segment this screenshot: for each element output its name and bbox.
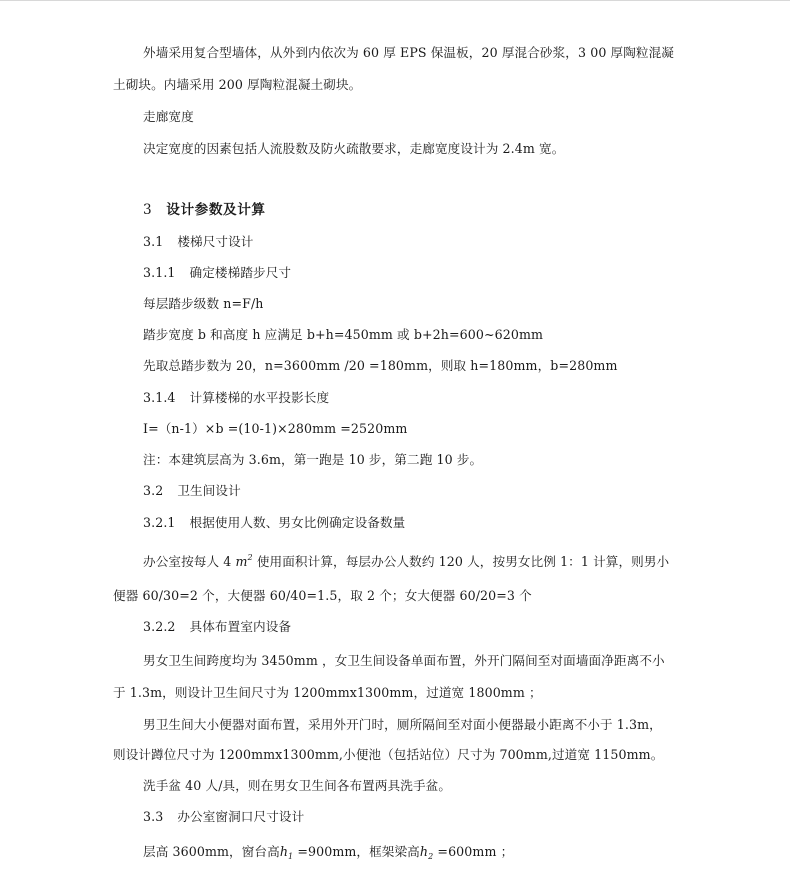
section-3-3-title: 办公室窗洞口尺寸设计 [177, 809, 305, 824]
section-3-2-2-number: 3.2.2 [143, 619, 176, 634]
section-3-heading [143, 201, 266, 219]
section-3-1-4-number: 3.1.4 [143, 390, 176, 405]
window-dimension-line [143, 843, 513, 863]
projection-note: 注：本建筑层高为 3.6m，第一跑是 10 步，第二跑 10 步。 [143, 452, 483, 467]
count-prefix: 办公室按每人 4 [143, 554, 232, 569]
beam-height-variable: h [419, 844, 429, 859]
section-3-2-2-heading [143, 618, 291, 636]
layout-paragraph-line3: 男卫生间大小便器对面布置，采用外开门时，厕所隔间至对面小便器最小距离不小于 1.3m， [143, 717, 662, 732]
section-3-3-number: 3.3 [143, 809, 164, 824]
section-3-3-heading [143, 808, 304, 826]
section-3-2-2-title: 具体布置室内设备 [189, 619, 292, 634]
layout-paragraph-line1: 男女卫生间跨度均为 3450mm ，女卫生间设备单面布置，外开门隔间至对面墙面净距离不小 [143, 653, 665, 668]
paragraph-wall-line2: 土砌块。内墙采用 200 厚陶粒混凝土砌块。 [113, 77, 362, 92]
beam-height-index: 2 [428, 852, 434, 861]
section-3-1-1-heading [143, 264, 291, 282]
section-3-2-heading [143, 482, 241, 500]
corridor-paragraph: 决定宽度的因素包括人流股数及防火疏散要求，走廊宽度设计为 2.4m 宽。 [143, 141, 565, 156]
section-3-2-1-heading [143, 514, 405, 532]
window-prefix: 层高 3600mm，窗台高 [143, 844, 280, 859]
section-3-2-number: 3.2 [143, 483, 164, 498]
section-3-2-1-number: 3.2.1 [143, 515, 176, 530]
section-3-1-1-title: 确定楼梯踏步尺寸 [189, 265, 292, 280]
stairs-step-constraint: 踏步宽度 b 和高度 h 应满足 b+h=450mm 或 b+2h=600~620mm [143, 327, 544, 342]
section-3-2-title: 卫生间设计 [177, 483, 241, 498]
section-3-number: 3 [143, 202, 153, 218]
sill-height-variable: h [279, 844, 289, 859]
section-3-1-title: 楼梯尺寸设计 [177, 234, 254, 249]
washbasin-paragraph: 洗手盆 40 人/具，则在男女卫生间各布置两具洗手盆。 [143, 778, 452, 793]
area-unit: m [235, 554, 248, 569]
stairs-step-calculation: 先取总踏步数为 20，n=3600mm /20 =180mm，则取 h=180mm，b=280mm [143, 358, 618, 373]
count-suffix: 使用面积计算，每层办公人数约 120 人，按男女比例 1：1 计算，则男小 [252, 554, 670, 569]
corridor-title: 走廊宽度 [143, 109, 194, 124]
area-unit-exponent: 2 [247, 553, 253, 562]
sill-height-index: 1 [288, 852, 294, 861]
layout-paragraph-line4: 则设计蹲位尺寸为 1200mmx1300mm,小便池（包括站位）尺寸为 700mm,过道宽 1150mm。 [113, 747, 664, 762]
projection-formula: I=（n-1）×b =(10-1)×280mm =2520mm [143, 421, 408, 436]
layout-paragraph-line2: 于 1.3m，则设计卫生间尺寸为 1200mmx1300mm，过道宽 1800mm ； [113, 685, 542, 700]
section-3-1-4-heading [143, 389, 329, 407]
count-paragraph-line2: 便器 60/30=2 个，大便器 60/40=1.5，取 2 个；女大便器 60/20=3 个 [113, 588, 532, 603]
section-3-1-heading [143, 233, 254, 251]
window-suffix: =600mm ； [433, 844, 514, 859]
stairs-step-count: 每层踏步级数 n=F/h [143, 296, 264, 311]
section-3-1-number: 3.1 [143, 234, 164, 249]
count-paragraph-line1 [143, 553, 669, 573]
section-3-1-1-number: 3.1.1 [143, 265, 176, 280]
paragraph-wall-line1: 外墙采用复合型墙体，从外到内依次为 60 厚 EPS 保温板，20 厚混合砂浆，3 00 厚陶粒混凝 [143, 45, 674, 60]
window-middle: =900mm，框架梁高 [293, 844, 420, 859]
top-divider [0, 0, 790, 1]
section-3-2-1-title: 根据使用人数、男女比例确定设备数量 [189, 515, 406, 530]
section-3-title: 设计参数及计算 [166, 202, 266, 218]
section-3-1-4-title: 计算楼梯的水平投影长度 [189, 390, 330, 405]
